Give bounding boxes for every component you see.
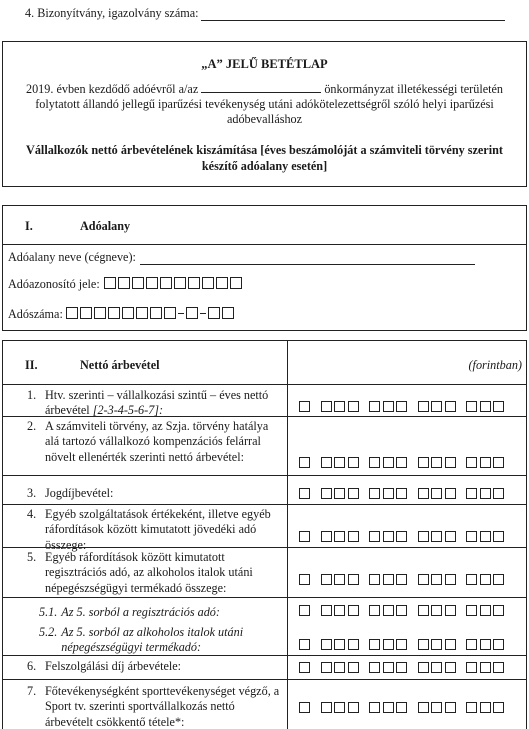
revenue-item-6 <box>27 659 282 674</box>
intro-after: önkormányzat illetékességi területén folytatott állandó jellegű iparűzési tevékenység utáni adókötelezettségről szóló helyi iparűzési adóbevalláshoz <box>35 81 504 127</box>
taxid-boxes[interactable] <box>104 277 244 292</box>
revenue-item-3-amount[interactable] <box>299 487 515 502</box>
row-separator <box>3 504 526 505</box>
item-text: Főtevékenységként sporttevékenységet végző, a Sport tv. szerinti sportvállalkozás nettó árbevételt csökkentő tétele*: <box>45 684 280 729</box>
item-number: 2. <box>27 419 37 433</box>
row-separator <box>3 547 526 548</box>
revenue-item-5-1 <box>39 605 284 620</box>
revenue-item-2 <box>27 419 282 465</box>
row-separator <box>3 655 526 656</box>
sheet-header-box <box>2 41 527 187</box>
section-taxpayer <box>2 205 527 331</box>
revenue-item-4 <box>27 507 282 553</box>
row-separator <box>3 597 526 598</box>
row-separator <box>3 416 526 417</box>
item-text: Az 5. sorból a regisztrációs adó: <box>61 605 220 619</box>
item-text: A számviteli törvény, az Szja. törvény hatálya alá tartozó vállalkozó kompenzációs felárral növelt ellenérték szerinti nettó árbevétel: <box>45 419 269 464</box>
section2-heading <box>25 358 160 373</box>
revenue-item-5-2 <box>39 625 284 656</box>
revenue-item-6-amount[interactable] <box>299 661 515 676</box>
sheet-title: „A” JELŰ BETÉTLAP <box>201 57 328 71</box>
item-number: 1. <box>27 388 37 402</box>
revenue-item-5-1-amount[interactable] <box>299 604 515 619</box>
section1-roman: I. <box>25 219 33 233</box>
taxnumber-boxes[interactable] <box>66 307 236 322</box>
certificate-number-line <box>25 6 505 21</box>
section1-title: Adóalany <box>80 219 131 233</box>
taxid-label: Adóazonosító jele: <box>8 277 100 291</box>
column-divider <box>287 341 288 729</box>
item-1-ref: [2-3-4-5-6-7]: <box>92 403 164 418</box>
item-text: Egyéb ráfordítások között kimutatott regisztrációs adó, az alkoholos italok utáni népegészségügyi termékadó összege: <box>45 550 253 595</box>
revenue-item-3 <box>27 486 282 501</box>
municipality-blank[interactable] <box>201 83 321 93</box>
section2-roman: II. <box>25 358 38 372</box>
revenue-item-7-amount[interactable] <box>299 701 515 716</box>
revenue-item-1 <box>27 388 282 419</box>
taxid-row <box>8 277 244 292</box>
certificate-number-label: 4. Bizonyítvány, igazolvány száma: <box>25 6 199 20</box>
section-net-revenue <box>2 340 527 729</box>
item-number: 7. <box>27 684 37 698</box>
section2-title: Nettó árbevétel <box>80 358 160 372</box>
revenue-item-1-amount[interactable] <box>299 400 515 415</box>
revenue-item-5-amount[interactable] <box>299 573 515 588</box>
item-number: 6. <box>27 659 37 673</box>
revenue-item-4-amount[interactable] <box>299 530 515 545</box>
sheet-subtitle: Vállalkozók nettó árbevételének kiszámítása [éves beszámolóját a számviteli törvény szerint készítő adóalany esetén] <box>26 143 503 173</box>
taxpayer-name-label: Adóalany neve (cégneve): <box>8 250 136 264</box>
item-text <box>45 388 282 419</box>
item-text: Az 5. sorból az alkoholos italok utáni népegészségügyi termékadó: <box>61 625 244 655</box>
item-text: Jogdíjbevétel: <box>45 486 114 500</box>
taxnumber-label: Adószáma: <box>8 307 63 321</box>
taxpayer-name-field[interactable] <box>140 254 475 265</box>
item-number: 3. <box>27 486 37 500</box>
item-1-text: Htv. szerinti – vállalkozási szintű – éves nettó árbevétel <box>45 388 269 418</box>
revenue-item-7 <box>27 684 282 729</box>
taxnumber-row <box>8 307 236 322</box>
item-text: Egyéb szolgáltatások értékeként, illetve egyéb ráfordítások között kimutatott jövedéki adó összege: <box>45 507 271 552</box>
row-separator <box>3 384 526 385</box>
item-text: Felszolgálási díj árbevétele: <box>45 659 182 673</box>
revenue-item-2-amount[interactable] <box>299 456 515 471</box>
item-number: 4. <box>27 507 37 521</box>
item-number: 5.1. <box>39 605 58 619</box>
section1-heading <box>25 219 130 234</box>
sheet-intro <box>3 82 526 128</box>
certificate-number-field[interactable] <box>201 9 505 21</box>
row-separator <box>3 679 526 680</box>
currency-unit: (forintban) <box>468 358 522 372</box>
row-separator <box>3 475 526 476</box>
taxpayer-name-row <box>8 250 475 265</box>
revenue-item-5 <box>27 550 282 596</box>
intro-before: 2019. évben kezdődő adóévről a/az <box>25 81 199 96</box>
item-number: 5.2. <box>39 625 58 639</box>
item-number: 5. <box>27 550 37 564</box>
section1-divider <box>3 244 526 245</box>
revenue-item-5-2-amount[interactable] <box>299 638 515 653</box>
